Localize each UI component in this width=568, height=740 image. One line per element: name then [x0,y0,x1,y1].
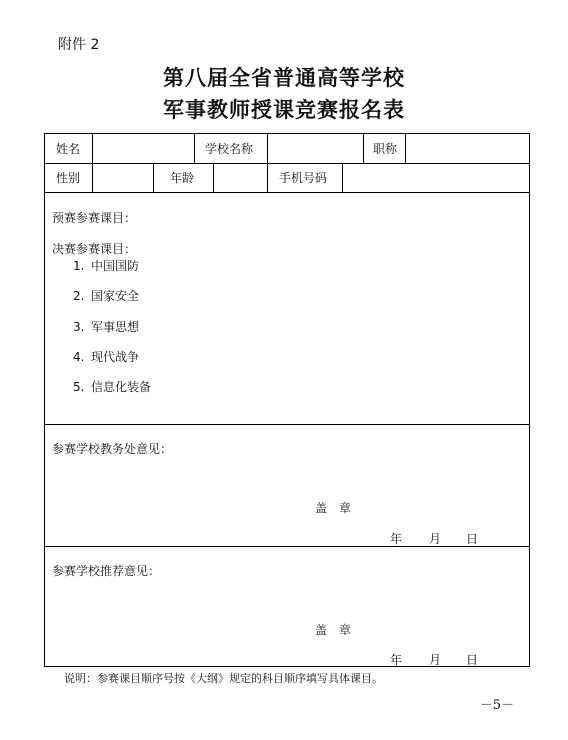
registration-form-table [44,133,530,667]
course-item-text: 信息化装备 [91,380,152,394]
course-item-text: 现代战争 [91,350,140,364]
year-label: 年 [390,532,403,546]
seal-label: 盖 章 [315,623,352,637]
month-label: 月 [429,532,442,546]
row-divider [45,424,529,425]
day-label: 日 [466,532,479,546]
row-divider [45,192,529,193]
age-label: 年龄 [170,171,195,185]
course-item-text: 国家安全 [91,289,140,303]
col-divider [153,163,154,192]
course-item [73,380,151,394]
prelim-course-label: 预赛参赛课目： [52,211,137,225]
row-divider [45,163,529,164]
col-divider [342,163,343,192]
year-label: 年 [390,653,403,667]
course-item-number: 4. [73,350,85,364]
col-divider [267,134,268,163]
final-course-label: 决赛参赛课目： [52,242,137,256]
gender-label: 性别 [56,171,81,185]
day-label: 日 [466,653,479,667]
col-divider [267,163,268,192]
course-item [73,289,139,303]
course-item-number: 3. [73,320,85,334]
attachment-label: 附件 2 [58,37,100,53]
course-item-number: 2. [73,289,85,303]
col-divider [363,134,364,163]
school-recommendation-label: 参赛学校推荐意见： [52,564,161,578]
page-number: －5－ [479,698,514,713]
seal-label: 盖 章 [315,501,352,515]
footnote: 说明：参赛课目顺序号按《大纲》规定的科目顺序填写具体课目。 [64,672,383,685]
course-item [73,259,139,273]
course-item [73,320,139,334]
course-item-text: 中国国防 [91,259,140,273]
col-divider [92,134,93,163]
academic-affairs-opinion-label: 参赛学校教务处意见： [52,442,173,456]
month-label: 月 [429,653,442,667]
row-divider [45,546,529,547]
title-line-1: 第八届全省普通高等学校 [163,65,405,90]
phone-label: 手机号码 [279,171,328,185]
course-item-number: 1. [73,259,85,273]
title-line-2: 军事教师授课竞赛报名表 [163,97,405,122]
col-divider [405,134,406,163]
course-item-text: 军事思想 [91,320,140,334]
position-label: 职称 [373,142,398,156]
name-label: 姓名 [56,142,81,156]
col-divider [194,134,195,163]
school-name-label: 学校名称 [205,142,254,156]
col-divider [92,163,93,192]
col-divider [213,163,214,192]
course-item [73,350,139,364]
course-item-number: 5. [73,380,85,394]
